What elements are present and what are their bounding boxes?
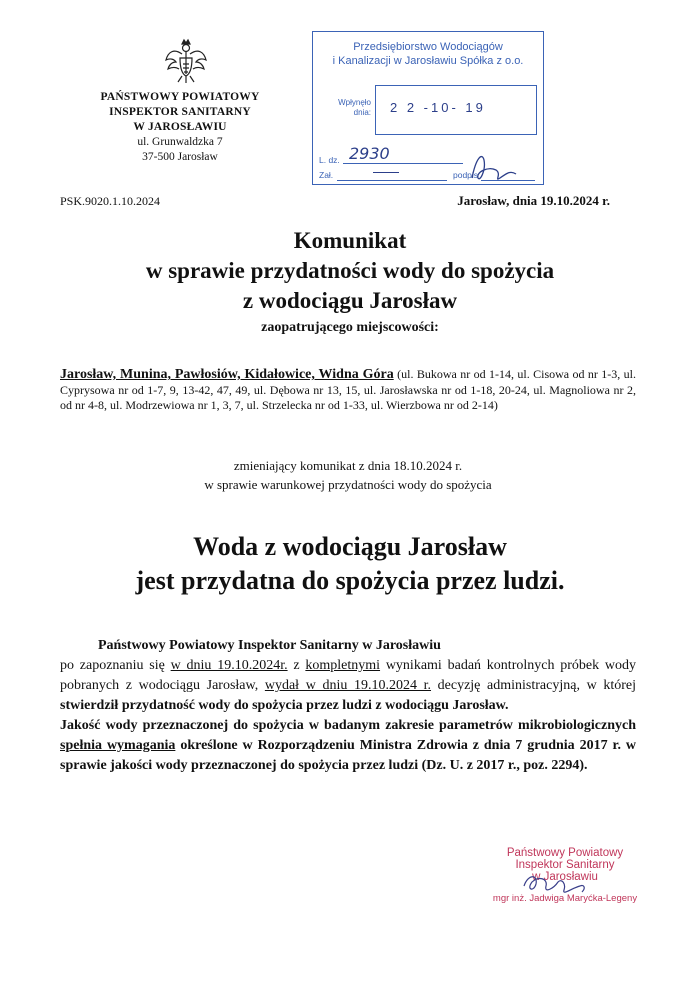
p2-text-b: określone w Rozporządzeniu Ministra Zdrowia z dnia 7 grudnia 2017 r. w sprawie jakości wody przeznaczonej do spożycia przez ludzi (Dz. U. z 2017 r., poz. 2294). — [60, 738, 636, 773]
issuer-line-1: PAŃSTWOWY POWIATOWY — [100, 91, 260, 103]
decision-body — [60, 636, 636, 776]
stamp-company-line-2: i Kanalizacji w Jarosławiu Spółka z o.o. — [332, 55, 524, 67]
eagle-emblem-icon — [164, 38, 208, 84]
issuer-block — [62, 90, 298, 165]
handwritten-signature — [520, 868, 590, 900]
streets-list: (ul. Bukowa nr od 1-14, ul. Cisowa od nr 1-3, ul. Cyprysowa nr od 1-7, 9, 13-42, 47, 49, ul. Dębowa nr 13, 15, ul. Jarosławska nr od 1-18, 20-24, ul. Magnoliowa nr 2, od nr 4-8, ul. Modrzewiowa nr 1, 3, 7, ul. Strzelecka nr od 1-33, ul. Wierzbowa nr od 2-14) — [60, 367, 636, 412]
title-line-1: Komunikat — [293, 228, 407, 253]
body-lead: Państwowy Powiatowy Inspektor Sanitarny w Jarosławiu — [98, 638, 441, 653]
signature-line-3: w Jarosławiu — [532, 871, 598, 883]
stamp-zal-dash — [373, 172, 399, 173]
verdict-heading — [50, 530, 650, 598]
p2-underline-meets: spełnia wymagania — [60, 738, 176, 753]
stamp-received-label-1: Wpłynęło — [338, 98, 371, 107]
stamp-podpis-label: podpis — [453, 170, 479, 180]
issuer-city: 37-500 Jarosław — [142, 151, 218, 163]
stamp-company — [313, 40, 543, 68]
issuer-line-2: INSPEKTOR SANITARNY — [109, 106, 251, 118]
title-subtitle: zaopatrującego miejscowości: — [261, 320, 439, 335]
towns-list: Jarosław, Munina, Pawłosiów, Kidałowice, Widna Góra — [60, 367, 394, 382]
body-paragraph-2 — [60, 716, 636, 776]
title-line-2: w sprawie przydatności wody do spożycia — [145, 258, 555, 283]
stamp-received-date: 2 2 -10- 19 — [390, 100, 486, 115]
stamp-signature-scribble — [466, 148, 526, 188]
p1-underline-issued: wydał w dniu 19.10.2024 r. — [264, 678, 432, 693]
stamp-ldz-label: L. dz. — [319, 155, 340, 165]
p1-text-c: wynikami badań kontrolnych próbek wody pobranych z wodociągu Jarosław, — [60, 658, 637, 693]
change-notice — [60, 456, 636, 494]
signature-name: mgr inż. Jadwiga Maryćka-Legeny — [492, 893, 638, 904]
locations-paragraph — [60, 367, 636, 414]
verdict-line-1: Woda z wodociągu Jarosław — [193, 532, 507, 561]
body-paragraph-1 — [60, 656, 636, 716]
signature-line-1: Państwowy Powiatowy — [506, 847, 624, 859]
p1-text-a: po zapoznaniu się — [60, 658, 171, 673]
signature-line-2: Inspektor Sanitarny — [515, 859, 615, 871]
stamp-ldz-line — [343, 163, 463, 164]
p1-underline-date: w dniu 19.10.2024r. — [170, 658, 288, 673]
change-notice-line-1: zmieniający komunikat z dnia 18.10.2024 r. — [233, 458, 463, 473]
verdict-line-2: jest przydatna do spożycia przez ludzi. — [135, 566, 565, 595]
p1-text-d: decyzję administracyjną, w której — [431, 678, 636, 693]
p1-text-b: z — [287, 658, 306, 673]
p1-underline-complete: kompletnymi — [305, 658, 381, 673]
announcement-title — [50, 226, 650, 338]
issuer-street: ul. Grunwaldzka 7 — [137, 136, 223, 148]
stamp-ldz-value: 2930 — [349, 144, 390, 163]
document-date: Jarosław, dnia 19.10.2024 r. — [457, 193, 610, 208]
stamp-received-label-2: dnia: — [353, 108, 371, 117]
p1-bold-statement: stwierdził przydatność wody do spożycia przez ludzi z wodociągu Jarosław. — [60, 698, 509, 713]
stamp-received-label — [321, 98, 371, 118]
stamp-zal-label: Zał. — [319, 170, 334, 180]
p2-text-a: Jakość wody przeznaczonej do spożycia w badanym zakresie parametrów mikrobiologicznych — [60, 718, 636, 733]
stamp-received-box — [375, 85, 537, 135]
issuer-line-3: W JAROSŁAWIU — [133, 121, 227, 133]
stamp-company-line-1: Przedsiębiorstwo Wodociągów — [353, 41, 503, 53]
change-notice-line-2: w sprawie warunkowej przydatności wody do spożycia — [204, 477, 492, 492]
document-reference: PSK.9020.1.10.2024 — [60, 194, 161, 208]
title-line-3: z wodociągu Jarosław — [242, 288, 458, 313]
stamp-zal-line — [337, 180, 447, 181]
